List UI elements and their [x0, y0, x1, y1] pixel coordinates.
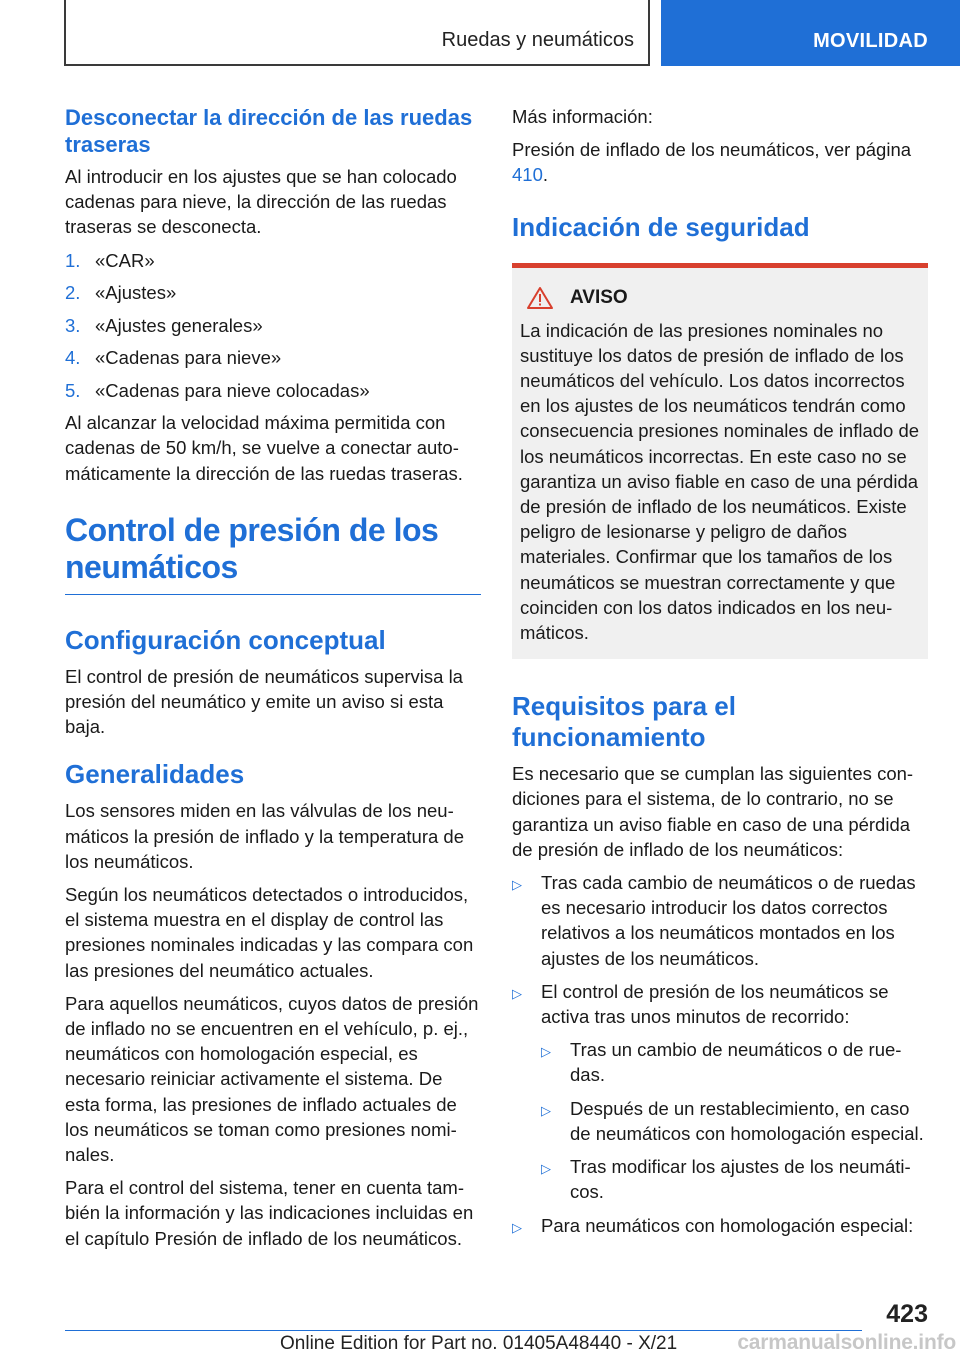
right-column: [512, 104, 928, 1248]
heading-disconnect-rear-steering: Desconectar la dirección de las ruedas traseras: [65, 105, 473, 157]
paragraph-general-4: Para el control del sistema, tener en cuenta también la información y las indicaciones incluidas en el capítulo Presión de inflado de los neumáticos.: [65, 1177, 474, 1249]
warning-label: AVISO: [570, 286, 628, 308]
steps-list: [65, 248, 481, 403]
bullet-triangle-icon: ▷: [512, 985, 522, 1001]
paragraph-requirements: Es necesario que se cumplan las siguientes condiciones para el sistema, de lo contrario, no se garantiza un aviso fiable en caso de una pérdida de presión de inflado de los neumáticos:: [512, 763, 914, 860]
sub-list: [541, 1037, 928, 1204]
section-title: MOVILIDAD: [813, 30, 928, 52]
list-item: ▷ Tras un cambio de neumáticos o de ruedas.: [541, 1037, 928, 1087]
list-item: 5. «Cadenas para nieve colocadas»: [65, 379, 370, 401]
heading-conceptual-config: Configuración conceptual: [65, 624, 386, 655]
paragraph-reference: Presión de inflado de los neumáticos, ver página 410.: [512, 139, 912, 186]
list-item: 3. «Ajustes generales»: [65, 314, 263, 336]
list-item: ▷ Tras cada cambio de neumáticos o de ruedas es necesario introducir los datos correctos relativos a los neumáticos montados en los ajustes de los neumáticos.: [512, 870, 928, 971]
list-item: ▷ Tras modificar los ajustes de los neumáticos.: [541, 1154, 928, 1204]
bullet-triangle-icon: ▷: [512, 1219, 522, 1235]
warning-triangle-icon: [526, 286, 554, 310]
bullet-triangle-icon: ▷: [512, 877, 522, 893]
warning-header: [520, 286, 920, 310]
chapter-title: Ruedas y neumáticos: [441, 29, 634, 51]
bullet-triangle-icon: ▷: [541, 1044, 551, 1060]
page-link[interactable]: 410: [512, 164, 543, 186]
watermark: carmanualsonline.info: [737, 1331, 956, 1354]
list-item: ▷ Después de un restablecimiento, en caso de neumáticos con homologación especial.: [541, 1096, 928, 1146]
left-column: [65, 104, 481, 1259]
heading-tire-pressure-control: Control de presión de los neumáticos: [65, 511, 439, 585]
warning-box: [512, 263, 928, 660]
paragraph-disconnect: Al introducir en los ajustes que se han colocado cadenas para nieve, la dirección de las ruedas traseras se desconecta.: [65, 166, 457, 238]
bullet-triangle-icon: ▷: [541, 1161, 551, 1177]
paragraph-general-3: Para aquellos neumáticos, cuyos datos de presión de inflado no se encuentren en el vehículo, p. ej., neumáticos con homologación especial, es necesario reiniciar activamente el sistema. De esta forma, las presiones de inflado actuales de los neumáticos se toman como presiones nominales.: [65, 992, 479, 1165]
heading-requirements: Requisitos para el funcionamiento: [512, 691, 736, 753]
list-item: 1. «CAR»: [65, 249, 155, 271]
list-item: 2. «Ajustes»: [65, 282, 177, 304]
edition-text: Online Edition for Part no. 01405A48440 - X/21: [280, 1333, 678, 1354]
header-section-tab: [661, 0, 960, 66]
list-item: ▷ Para neumáticos con homologación especial:: [512, 1213, 928, 1240]
chapter-heading-rule: [65, 512, 481, 595]
page-number: 423: [886, 1300, 928, 1328]
paragraph-speed: Al alcanzar la velocidad máxima permitida con cadenas de 50 km/h, se vuelve a conectar automáticamente la dirección de las ruedas traseras.: [65, 412, 463, 484]
list-item: 4. «Cadenas para nieve»: [65, 347, 282, 369]
requirements-list: [512, 870, 928, 1240]
heading-safety: Indicación de seguridad: [512, 211, 810, 242]
header-chapter-box: [64, 0, 650, 66]
bullet-triangle-icon: ▷: [541, 1102, 551, 1118]
list-item: ▷ El control de presión de los neumáticos se activa tras unos minutos de recorrido: ▷ Tras un cambio de neumáticos o de ruedas. ▷ Después de un restablecimiento, en caso de neumáticos con homologación especial. ▷ Tras modificar los ajustes de los neumáticos.: [512, 979, 928, 1205]
paragraph-general-1: Los sensores miden en las válvulas de los neumáticos la presión de inflado y la temperatura de los neumáticos.: [65, 800, 464, 872]
warning-text: La indicación de las presiones nominales no sustituye los datos de presión de inflado de los neumáticos del vehículo. Los datos incorrectos en los ajustes de los neumáticos tendrán como consecuencia presiones nominales de inflado de los neumáticos incorrectas. En este caso no se garantiza un aviso fiable en caso de una pérdida de presión de inflado de los neumáticos. Existe peligro de lesionarse y peligro de daños materiales. Confirmar que los tamaños de los neumáticos se muestran correctamente y que coinciden con los datos indicados en los neumáticos.: [520, 319, 920, 644]
paragraph-concept: El control de presión de neumáticos supervisa la presión del neumático y emite un aviso si esta baja.: [65, 665, 463, 738]
paragraph-more-info: Más información:: [512, 106, 653, 127]
heading-general: Generalidades: [65, 759, 245, 790]
paragraph-general-2: Según los neumáticos detectados o introducidos, el sistema muestra en el display de control las presiones nominales indicadas y las compara con las presiones del neumático actuales.: [65, 883, 474, 981]
